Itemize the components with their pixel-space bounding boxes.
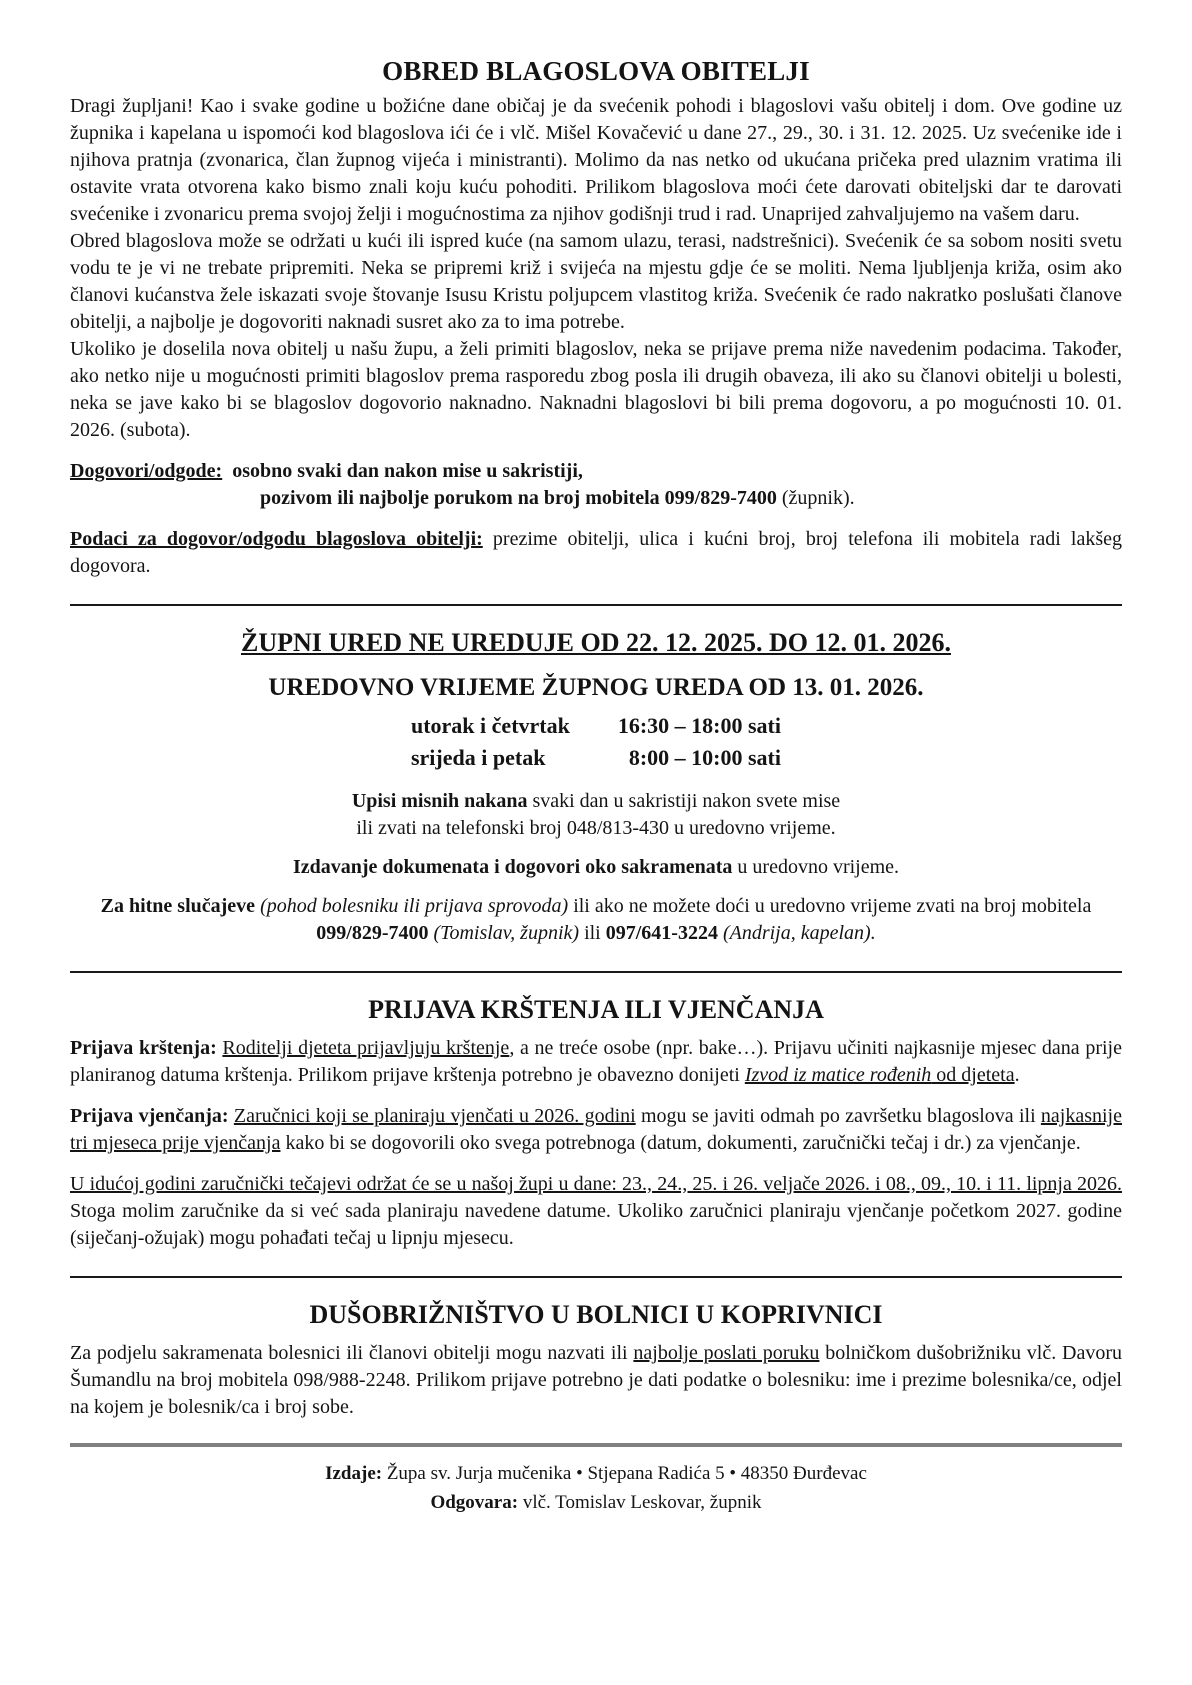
blessing-section-title: OBRED BLAGOSLOVA OBITELJI [382,56,810,86]
office-hours-time-row2: 8:00 – 10:00 sati [628,745,781,770]
office-hours-days-row2: srijeda i petak [410,745,546,770]
office-closed-heading: ŽUPNI URED NE UREDUJE OD 22. 12. 2025. DO 12. 01. 2026. [241,628,951,657]
footer-divider-bar [70,1443,1122,1447]
footer [70,1459,1122,1517]
section-divider-1 [70,604,1122,606]
baptism-registration-paragraph: Prijava krštenja: Roditelji djeteta prijavljuju krštenje, a ne treće osobe (npr. bake…). Prijavu učiniti najkasnije mjesec dana prije planiranog datuma krštenja. Prilikom prijave krštenja potrebno je obavezno donijeti Izvod iz matice rođenih od djeteta. [70,1037,1122,1086]
section-divider-2 [70,971,1122,973]
emergencies-paragraph: Za hitne slučajeve (pohod bolesniku ili prijava sprovoda) ili ako ne možete doći u uredovno vrijeme zvati na broj mobitela 099/829-7400 (Tomislav, župnik) ili 097/641-3224 (Andrija, kapelan). [100,895,1092,944]
section-divider-3 [70,1276,1122,1278]
office-hours-time-row1: 16:30 – 18:00 sati [617,713,781,738]
footer-publisher-line: Izdaje: Župa sv. Jurja mučenika • Stjepana Radića 5 • 48350 Đurđevac [325,1463,867,1484]
blessing-location-paragraph: Obred blagoslova može se održati u kući ili ispred kuće (na samom ulazu, terasi, nadstrešnici). Svećenik će sa sobom nositi svetu vodu te je vi ne trebate pripremiti. Neka se pripremi križ i svijeća na mjestu gdje će se moliti. Nema ljubljenja križa, osim ako članovi kućanstva žele iskazati svoje štovanje Isusu Kristu poljupcem vlastitog križa. Svećenik će rado nakratko poslušati članove obitelji, a najbolje je dogovoriti naknadi susret ako za to ima potrebe. [70,230,1122,333]
documents-issuing-paragraph: Izdavanje dokumenata i dogovori oko sakramenata u uredovno vrijeme. [292,856,900,878]
blessing-intro-paragraph: Dragi župljani! Kao i svake godine u božićne dane običaj je da svećenik pohodi i blagoslovi vašu obitelj i dom. Ove godine uz župnika i kapelana u ispomoći kod blagoslova ići će i vlč. Mišel Kovačević u dane 27., 29., 30. i 31. 12. 2025. Uz svećenike ide i njihova pratnja (zvonarica, član župnog vijeća i ministranti). Molimo da nas netko od ukućana pričeka pred ulaznim vratima ili ostavite vrata otvorena kako bismo znali koju kuću pohoditi. Prilikom blagoslova moći ćete darovati obiteljski dar te darovati svećenike i zvonaricu prema svojoj želji i mogućnostima za njihov godišnji trud i rad. Unaprijed zahvaljujemo na vašem daru. [70,95,1122,225]
wedding-registration-paragraph: Prijava vjenčanja: Zaručnici koji se planiraju vjenčati u 2026. godini mogu se javiti odmah po završetku blagoslova ili najkasnije tri mjeseca prije vjenčanja kako bi se dogovorili oko svega potrebnoga (datum, dokumenti, zaručnički tečaj i dr.) za vjenčanje. [70,1105,1122,1154]
hospital-section-title: DUŠOBRIŽNIŠTVO U BOLNICI U KOPRIVNICI [309,1300,883,1329]
footer-responsible-line: Odgovara: vlč. Tomislav Leskovar, župnik [430,1492,762,1513]
blessing-new-family-paragraph: Ukoliko je doselila nova obitelj u našu župu, a želi primiti blagoslov, neka se prijave prema niže navedenim podacima. Također, ako netko nije u mogućnosti primiti blagoslov prema rasporedu zbog posla ili drugih obaveza, ili ako su članovi obitelji u bolesti, neka se jave kako bi se blagoslov dogovorio naknadno. Naknadni blagoslovi bi bili prema dogovoru, a po mogućnosti 10. 01. 2026. (subota). [70,338,1122,441]
office-hours-table [411,710,781,774]
office-hours-days-row1: utorak i četvrtak [410,713,570,738]
office-hours-heading: UREDOVNO VRIJEME ŽUPNOG UREDA OD 13. 01. 2026. [268,674,924,701]
blessing-contact-data-paragraph: Podaci za dogovor/odgodu blagoslova obitelji: prezime obitelji, ulica i kućni broj, broj telefona ili mobitela radi lakšeg dogovora. [70,528,1122,577]
mass-intentions-paragraph: Upisi misnih nakana svaki dan u sakristiji nakon svete mise ili zvati na telefonski broj 048/813-430 u uredovno vrijeme. [351,790,841,839]
hospital-chaplaincy-paragraph: Za podjelu sakramenata bolesnici ili članovi obitelji mogu nazvati ili najbolje poslati poruku bolničkom dušobrižniku vlč. Davoru Šumandlu na broj mobitela 098/988-2248. Prilikom prijave potrebno je dati podatke o bolesniku: ime i prezime bolesnika/ce, odjel na kojem je bolesnik/ca i broj sobe. [70,1342,1122,1418]
office-hours-wrapper [70,710,1122,774]
agreements-postponements-paragraph: Dogovori/odgode: osobno svaki dan nakon mise u sakristiji, pozivom ili najbolje porukom na broj mobitela 099/829-7400 (župnik). [70,460,855,509]
sacraments-section-title: PRIJAVA KRŠTENJA ILI VJENČANJA [368,995,824,1024]
engagement-courses-paragraph: U idućoj godini zaručnički tečajevi održat će se u našoj župi u dane: 23., 24., 25. i 26. veljače 2026. i 08., 09., 10. i 11. lipnja 2026. Stoga molim zaručnike da si već sada planiraju navedene datume. Ukoliko zaručnici planiraju vjenčanje početkom 2027. godine (siječanj-ožujak) mogu pohađati tečaj u lipnju mjesecu. [70,1173,1122,1249]
